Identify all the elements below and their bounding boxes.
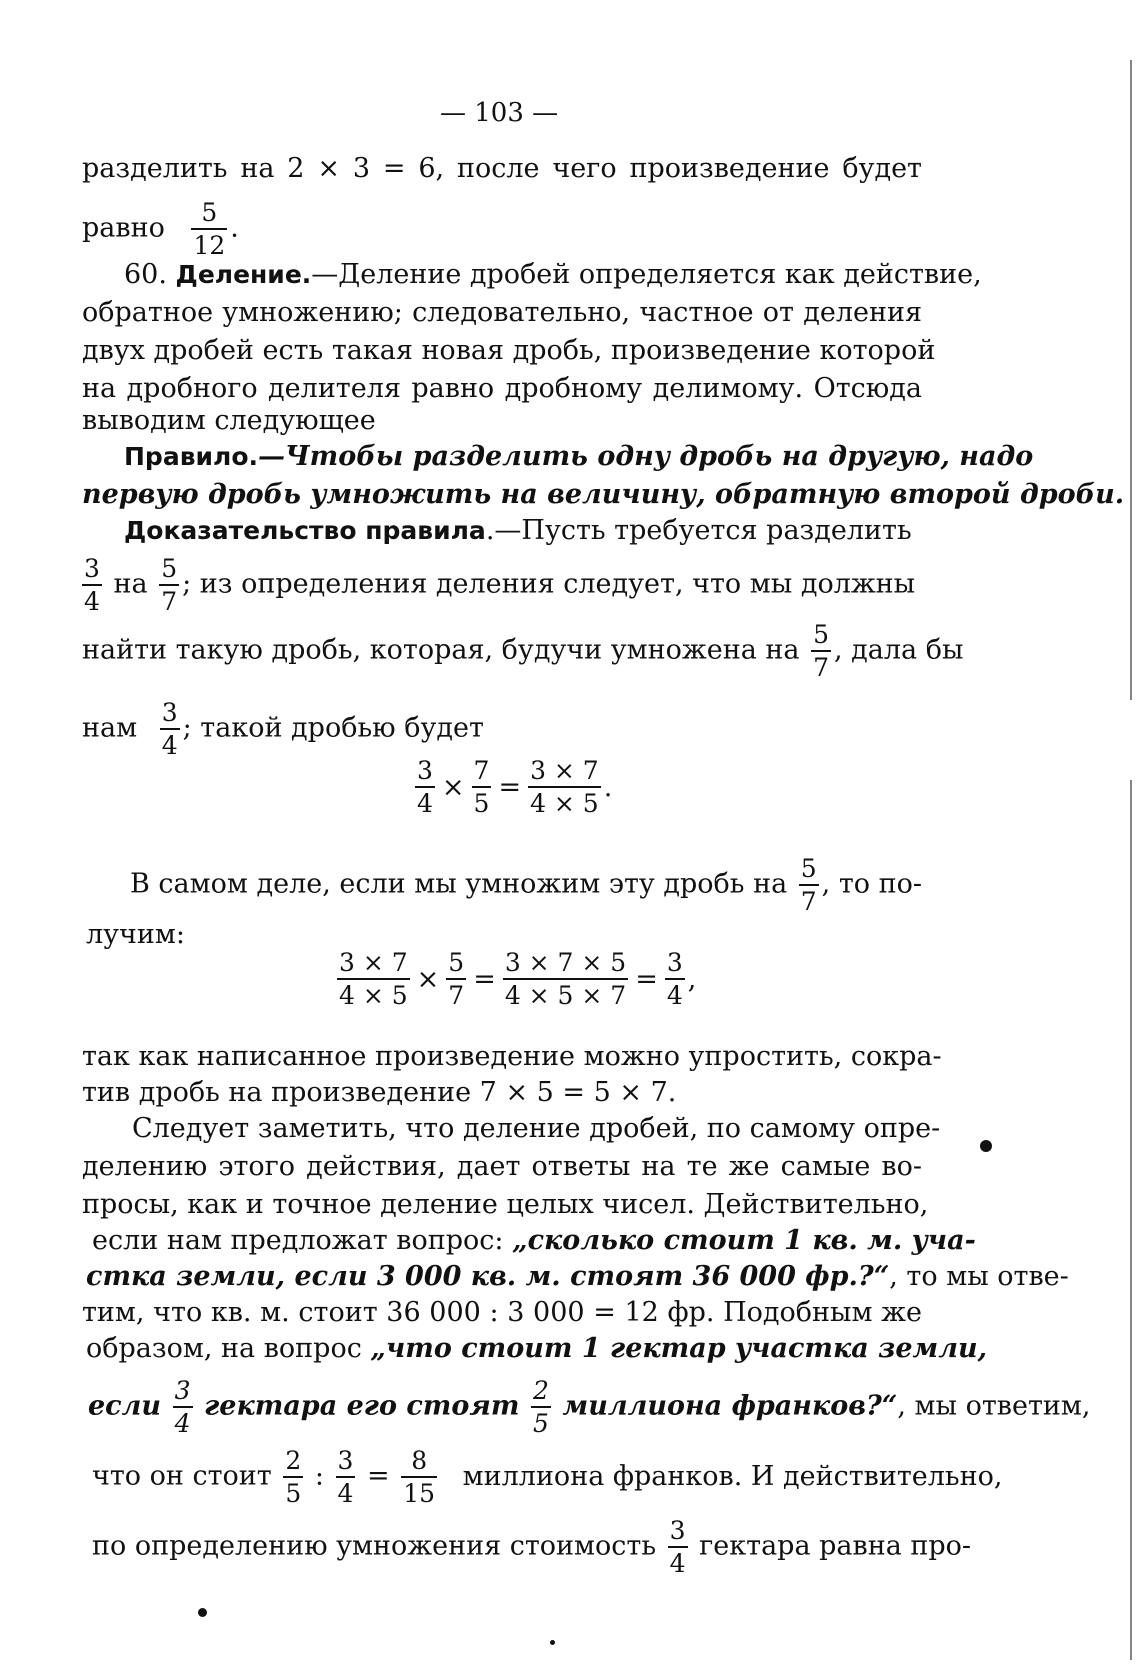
fraction: $\frac{3}{4}$ <box>337 1446 354 1508</box>
text-line: образом, на вопрос „что стоит 1 гектар участка земли, <box>86 1333 988 1364</box>
fraction: $\frac{3}{4}$ <box>84 554 100 616</box>
text-line: обратное умножению; следовательно, частное от деления <box>82 297 922 328</box>
text-line: на дробного делителя равно дробному делимому. Отсюда <box>82 373 922 404</box>
proof-heading: Доказательство правила <box>124 516 486 545</box>
text-line: нам $\frac{3}{4}$ ; такой дробью будет <box>82 698 484 760</box>
proof-line: Доказательство правила.—Пусть требуется разделить <box>124 515 912 546</box>
fraction: $\frac{5}{7}$ <box>813 620 829 682</box>
rule-line: первую дробь умножить на величину, обратную второй дроби. <box>82 479 1125 510</box>
fraction: $\frac{8}{15}$ <box>403 1446 436 1508</box>
ink-spot <box>980 1140 992 1152</box>
text-line: лучим: <box>86 919 185 950</box>
ink-spot <box>198 1608 207 1617</box>
text-line: двух дробей есть такая новая дробь, произведение которой <box>82 335 936 366</box>
text-line: выводим следующее <box>82 405 376 436</box>
text-line: делению этого действия, дает ответы на те же самые во- <box>82 1151 922 1182</box>
equation: $\frac{3 ⨯ 7}{4 ⨯ 5}$ ⨯ $\frac{5}{7}$ = $\frac{3 ⨯ 7 ⨯ 5}{4 ⨯ 5 ⨯ 7}$ = $\frac{3}{4}$ , <box>339 948 697 1010</box>
section-number: 60. <box>124 259 167 290</box>
rule-heading: Правило. <box>124 442 259 471</box>
fraction: $\frac{5}{7}$ <box>800 854 817 916</box>
fraction: $\frac{3}{4}$ <box>666 948 683 1010</box>
fraction: $\frac{3}{4}$ <box>174 1376 191 1438</box>
text-line: если $\frac{3}{4}$ гектара его стоят $\frac{2}{5}$ миллиона франков?“, мы ответим, <box>88 1376 1091 1438</box>
text-line: разделить на 2 ⨯ 3 = 6, после чего произведение будет <box>82 153 922 184</box>
fraction: $\frac{3 ⨯ 7 ⨯ 5}{4 ⨯ 5 ⨯ 7}$ <box>504 948 627 1010</box>
rule-line: Правило.—Чтобы разделить одну дробь на другую, надо <box>124 441 1034 472</box>
fraction: $\frac{5}{7}$ <box>161 554 178 616</box>
fraction: $\frac{7}{5}$ <box>473 756 490 818</box>
fraction: $\frac{3}{4}$ <box>161 698 178 760</box>
text-line: В самом деле, если мы умножим эту дробь на $\frac{5}{7}$ , то по- <box>130 854 922 916</box>
page-number: — 103 — <box>440 98 559 128</box>
text-line: так как написанное произведение можно упростить, сокра- <box>82 1041 942 1072</box>
fraction: $\frac{2}{5}$ <box>533 1376 549 1438</box>
text-line: $\frac{3}{4}$ на $\frac{5}{7}$ ; из определения деления следует, что мы должны <box>84 554 916 616</box>
text-line: по определению умножения стоимость $\frac{3}{4}$ гектара равна про- <box>92 1516 972 1578</box>
fraction: $\frac{5}{7}$ <box>448 948 465 1010</box>
text-line: стка земли, если 3 000 кв. м. стоят 36 000 фр.?“, то мы отве- <box>86 1261 1069 1292</box>
fraction: $\frac{3}{4}$ <box>669 1516 686 1578</box>
fraction: $\frac{5}{12}$ <box>193 198 226 260</box>
page-edge <box>1130 60 1132 1660</box>
text-line: Следует заметить, что деление дробей, по самому опре- <box>132 1113 941 1144</box>
text-line: тим, что кв. м. стоит 36 000 : 3 000 = 12 фр. Подобным же <box>82 1297 922 1328</box>
fraction: $\frac{3 ⨯ 7}{4 ⨯ 5}$ <box>530 756 599 818</box>
ink-spot <box>550 1640 555 1645</box>
fraction: $\frac{2}{5}$ <box>285 1446 302 1508</box>
fraction: $\frac{3 ⨯ 7}{4 ⨯ 5}$ <box>339 948 408 1010</box>
text-line: если нам предложат вопрос: „сколько стоит 1 кв. м. уча- <box>92 1225 976 1256</box>
text-line: просы, как и точное деление целых чисел. Действительно, <box>82 1189 929 1220</box>
text-line: тив дробь на произведение 7 ⨯ 5 = 5 ⨯ 7. <box>82 1077 677 1108</box>
fraction: $\frac{3}{4}$ <box>417 756 433 818</box>
section-60-first-line: 60. Деление.—Деление дробей определяется как действие, <box>124 259 982 290</box>
section-heading: Деление. <box>175 260 312 289</box>
equation: $\frac{3}{4}$ ⨯ $\frac{7}{5}$ = $\frac{3 ⨯ 7}{4 ⨯ 5}$ . <box>417 756 613 818</box>
text-line: найти такую дробь, которая, будучи умножена на $\frac{5}{7}$ , дала бы <box>82 620 964 682</box>
text-line: что он стоит $\frac{2}{5}$ : $\frac{3}{4}$ = $\frac{8}{15}$ миллиона франков. И действительно, <box>92 1446 1003 1508</box>
text-line: равно $\frac{5}{12}$ . <box>82 198 239 260</box>
